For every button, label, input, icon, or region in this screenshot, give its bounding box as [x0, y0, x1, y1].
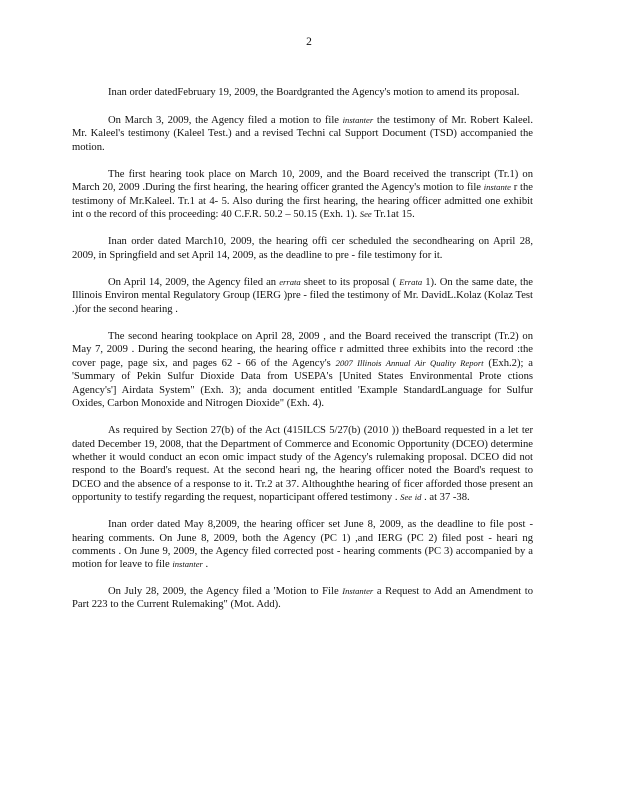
document-body: [72, 86, 533, 625]
paragraph-errata-and-kolaz-testimony: [72, 276, 533, 316]
italic-text-segment: Instanter: [342, 585, 374, 596]
paragraph-second-hearing-exhibits: [72, 330, 533, 410]
text-segment: The second hearing tookplace on April 28, 2009 , and the Board received the transcript (Tr.2) on May 7, 2009 . During the second hearing, the hearing office r admitted three exhibits into the record :the cover page, page six, and pages 62 - 66 of the Agency's: [72, 330, 533, 369]
italic-text-segment: instante: [483, 182, 511, 193]
italic-text-segment: errata: [279, 276, 301, 287]
text-segment: As required by Section 27(b) of the Act (415ILCS 5/27(b) (2010 )) theBoard requested in a let ter dated December 19, 2008, that the Department of Commerce and Economic Opportunity (DCEO) determine whether it would conduct an econ omic impact study of the Agency's rulemaking proposal. DCEO did not respond to the Board's request. At the second heari ng, the hearing officer noted the Board's request to DCEO and the absence of a response to it. Tr.2 at 37. Althoughthe hearing of ficer afforded those present an opportunity to testify regarding the request, noparticipant offered testimony .: [72, 425, 533, 504]
text-segment: (Exh.2); a 'Summary of Pekin Sulfur Dioxide Data from USEPA's [United States Environmental Prote ctions Agency's'] Airdata System" (Exh. 3); anda document entitled 'Example StandardLanguage for Sulfur Oxides, Carbon Monoxide and Nitrogen Dioxide" (Exh. 4).: [72, 357, 533, 409]
text-segment: .: [202, 559, 209, 571]
text-segment: r the testimony of Mr.Kaleel. Tr.1 at 4- 5. Also during the first hearing, the hearing officer admitted one exhibit int o the record of this proceeding: 40 C.F.R. 50.2 – 50.15 (Exh. 1).: [72, 182, 533, 221]
text-segment: Inan order datedFebruary 19, 2009, the Boardgranted the Agency's motion to amend its proposal.: [108, 87, 520, 98]
text-segment: . at 37 -38.: [421, 492, 470, 504]
paragraph-motion-to-add-amendment: [72, 585, 533, 612]
italic-text-segment: Errata: [399, 276, 423, 287]
italic-text-segment: instanter: [172, 559, 203, 570]
text-segment: a Request to Add an Amendment to Part 223 to the Current Rulemaking" (Mot. Add).: [72, 585, 534, 611]
page-number: 2: [306, 36, 312, 48]
paragraph-dceo-economic-impact: [72, 424, 533, 504]
paragraph-second-hearing-scheduled: [72, 235, 533, 262]
paragraph-kaleel-testimony-motion: [72, 114, 533, 154]
text-segment: The first hearing took place on March 10, 2009, and the Board received the transcript (Tr.1) on March 20, 2009 .During the first hearing, the hearing officer granted the Agency's motion to file: [72, 168, 533, 194]
text-segment: On April 14, 2009, the Agency filed an: [108, 276, 280, 288]
text-segment: Tr.1at 15.: [371, 209, 415, 221]
paragraph-order-february-19: [72, 86, 533, 99]
text-segment: the testimony of Mr. Robert Kaleel. Mr. Kaleel's testimony (Kaleel Test.) and a revised Techni cal Support Document (TSD) accompanied the motion.: [72, 114, 533, 153]
text-segment: On March 3, 2009, the Agency filed a motion to file: [108, 114, 343, 126]
text-segment: Inan order dated March10, 2009, the hearing offi cer scheduled the secondhearing on April 28, 2009, in Springfield and set April 14, 2009, as the deadline to pre - file testimony for it.: [72, 236, 533, 261]
italic-text-segment: instanter: [342, 114, 374, 125]
text-segment: On July 28, 2009, the Agency filed a 'Motion to File: [108, 585, 343, 597]
italic-text-segment: See: [400, 492, 413, 503]
italic-text-segment: id: [414, 492, 422, 503]
paragraph-first-hearing: [72, 168, 533, 222]
text-segment: Inan order dated May 8,2009, the hearing officer set June 8, 2009, as the deadline to file post - hearing comments. On June 8, 2009, both the Agency (PC 1) ,and IERG (PC 2) filed post - heari ng comments . On June 9, 2009, the Agency filed corrected post - hearing comments (PC 3) accompanied by a motion for leave to file: [72, 519, 533, 571]
text-segment: 1). On the same date, the Illinois Environ mental Regulatory Group (IERG )pre - filed the testimony of Mr. DavidL.Kolaz (Kolaz Test .)for the second hearing .: [72, 276, 533, 315]
italic-text-segment: 2007 Illinois Annual Air Quality Report: [335, 357, 484, 368]
italic-text-segment: See: [359, 209, 372, 220]
text-segment: sheet to its proposal (: [300, 276, 400, 288]
paragraph-post-hearing-comments: [72, 518, 533, 572]
